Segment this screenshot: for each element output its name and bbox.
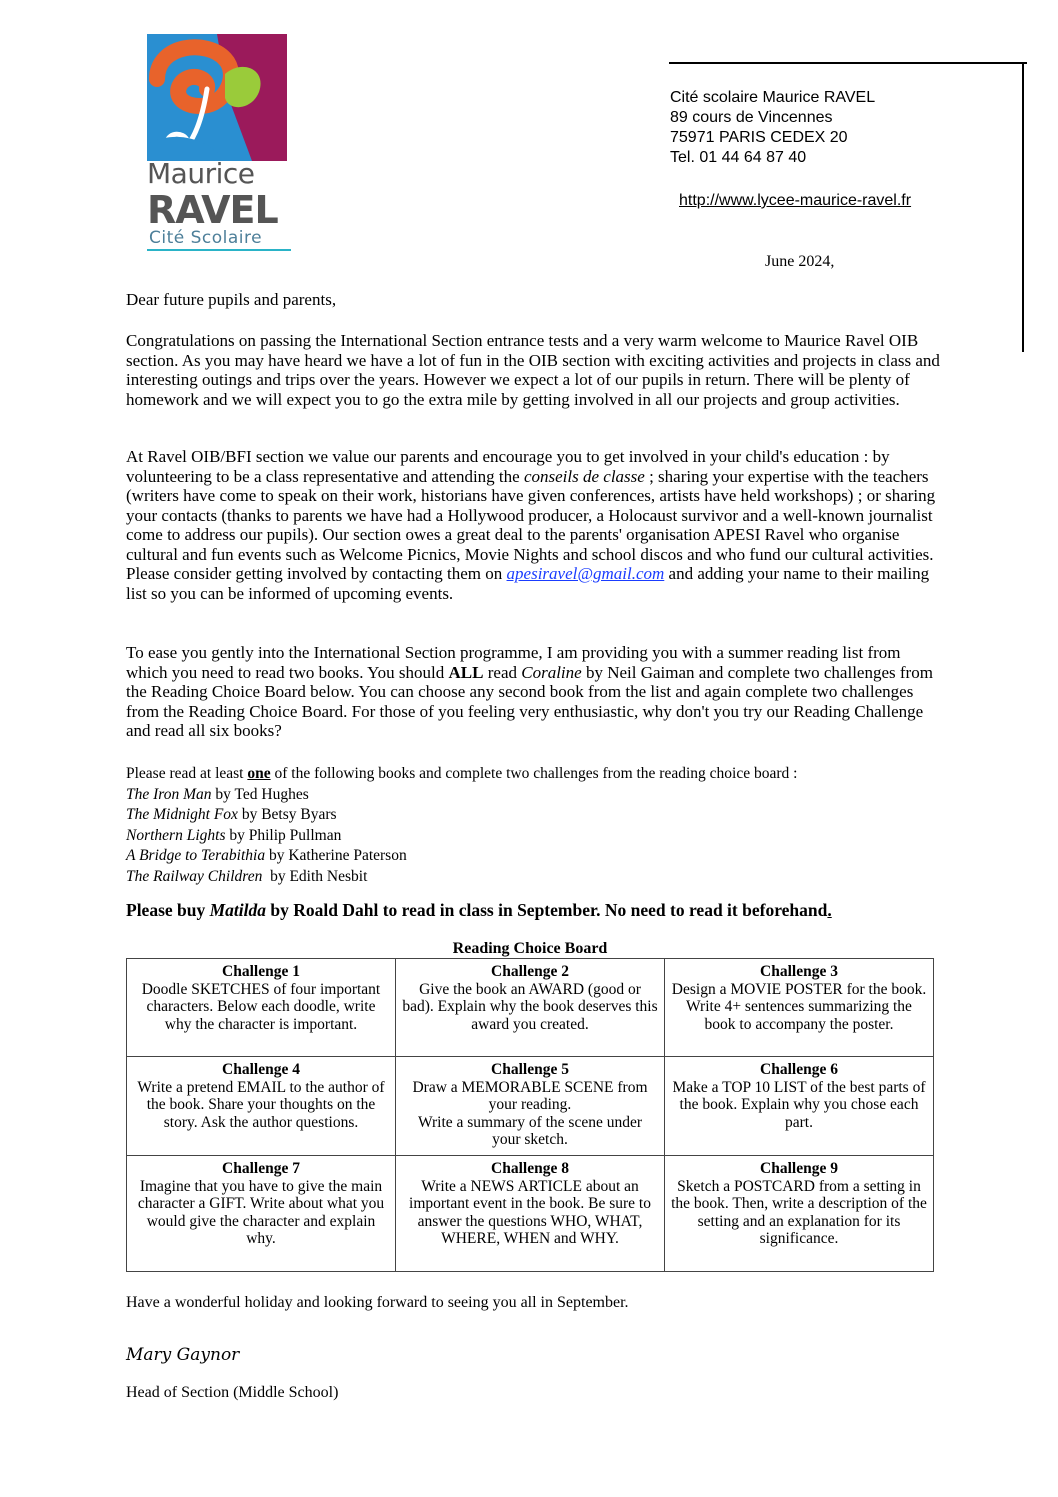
logo-name-first: Maurice (147, 157, 255, 190)
challenge-title: Challenge 6 (760, 1061, 838, 1078)
book-author: by Katherine Paterson (265, 847, 407, 864)
book-list-intro (126, 764, 946, 785)
text-run-italic: conseils de classe (523, 466, 645, 486)
signature: Mary Gaynor (126, 1345, 240, 1365)
frame-right-line (1022, 62, 1024, 352)
frame-top-line (669, 62, 1027, 64)
book-author: by Philip Pullman (225, 826, 342, 844)
matilda-notice (126, 900, 832, 921)
book-title: The Midnight Fox (126, 806, 238, 823)
challenge-text: Write a NEWS ARTICLE about an important event in the book. Be sure to answer the questions WHO, WHAT, WHERE, WHEN and WHY. (409, 1177, 651, 1247)
challenge-text: Sketch a POSTCARD from a setting in the book. Then, write a description of the setting and an explanation for its significance. (671, 1177, 927, 1247)
text-run: by Roald Dahl to read in class in September. No need to read it beforehand (266, 900, 828, 920)
list-item (126, 805, 946, 826)
text-run-bold: ALL (448, 662, 484, 682)
challenge-title: Challenge 9 (760, 1160, 838, 1177)
challenge-cell (396, 1057, 665, 1156)
text-run: read (483, 662, 522, 682)
challenge-title: Challenge 1 (222, 963, 300, 980)
book-author: by Edith Nesbit (262, 867, 368, 885)
book-author: by Ted Hughes (211, 785, 309, 803)
text-run: Please buy (126, 900, 210, 920)
book-author: by Betsy Byars (237, 806, 337, 823)
challenge-text: Doodle SKETCHES of four important characters. Below each doodle, write why the character is important. (141, 980, 381, 1033)
address-line: Cité scolaire Maurice RAVEL (670, 89, 876, 106)
paragraph-welcome: Congratulations on passing the International Section entrance tests and a very warm welcome to Maurice Ravel OIB section. As you may have heard we have a lot of fun in the OIB section with exciting activities and projects in class and interesting outings and trips over the years. However we expect a lot of our pupils in return. There will be plenty of homework and we will expect you to go the extra mile by getting involved in all our projects and group activities. (126, 331, 940, 409)
table-row (127, 1156, 934, 1272)
reading-choice-board (126, 958, 934, 1272)
letter-date: June 2024, (765, 253, 835, 270)
email-link[interactable]: apesiravel@gmail.com (506, 564, 665, 583)
challenge-cell (127, 959, 396, 1057)
challenge-text: Imagine that you have to give the main character a GIFT. Write about what you would give the character and explain why. (137, 1177, 385, 1247)
address-phone: Tel. 01 44 64 87 40 (670, 149, 807, 166)
signatory-role: Head of Section (Middle School) (126, 1384, 339, 1401)
challenge-cell (127, 1156, 396, 1272)
logo-emblem-icon (147, 34, 287, 161)
challenge-title: Challenge 3 (760, 963, 838, 980)
address-line: 89 cours de Vincennes (670, 109, 833, 126)
challenge-title: Challenge 4 (222, 1061, 300, 1078)
text-run: by Neil Gaiman and complete two challenges from the Reading Choice Board below. You can choose any second book from the list and again complete two challenges from the Reading Choice Board. For those of you feeling very enthusiastic, why don't you try our Reading Challenge and read all six books? (126, 662, 933, 740)
logo-underline (147, 249, 291, 251)
text-run: Please read at least (126, 765, 248, 782)
logo-subtitle: Cité Scolaire (149, 228, 263, 248)
challenge-text: Make a TOP 10 LIST of the best parts of the book. Explain why you chose each part. (672, 1078, 926, 1131)
challenge-cell (665, 1156, 934, 1272)
text-run: At Ravel OIB/BFI section we value our parents and encourage you to get involved in your child's education : by volunteering to be a class representative and attending the (126, 447, 890, 486)
paragraph-reading (126, 643, 946, 741)
challenge-title: Challenge 8 (491, 1160, 569, 1177)
challenge-text: Draw a MEMORABLE SCENE from your reading. (412, 1078, 648, 1113)
paragraph-parents (126, 447, 946, 603)
challenge-title: Challenge 5 (491, 1061, 569, 1078)
book-title: The Iron Man (126, 785, 212, 803)
book-title: The Railway Children (126, 867, 263, 885)
list-item (126, 846, 946, 867)
challenge-text: Design a MOVIE POSTER for the book. Write 4+ sentences summarizing the book to accompany the poster. (671, 980, 927, 1033)
list-item (126, 785, 946, 806)
text-run-bold: one (247, 765, 271, 782)
website-link[interactable]: http://www.lycee-maurice-ravel.fr (679, 192, 912, 209)
list-item (126, 867, 946, 888)
book-list (126, 764, 946, 887)
challenge-cell (665, 959, 934, 1057)
salutation: Dear future pupils and parents, (126, 290, 337, 309)
text-run: . (827, 900, 832, 920)
text-run: of the following books and complete two challenges from the reading choice board : (270, 765, 798, 782)
text-run-italic: Matilda (209, 900, 267, 920)
address-line: 75971 PARIS CEDEX 20 (670, 129, 848, 146)
text-run-italic: Coraline (521, 662, 582, 682)
challenge-cell (665, 1057, 934, 1156)
board-title: Reading Choice Board (452, 940, 608, 957)
logo-name-last: RAVEL (147, 188, 278, 232)
challenge-cell (396, 1156, 665, 1272)
text-run: and adding your name to their mailing list so you can be informed of upcoming events. (126, 564, 930, 603)
book-title: Northern Lights (126, 826, 226, 844)
list-item (126, 826, 946, 847)
table-row (127, 959, 934, 1057)
text-run: To ease you gently into the International Section programme, I am providing you with a summer reading list from which you need to read two books. You should (126, 643, 901, 682)
challenge-text: Write a pretend EMAIL to the author of the book. Share your thoughts on the story. Ask the author questions. (137, 1078, 385, 1131)
challenge-title: Challenge 2 (491, 963, 569, 980)
challenge-text: Write a summary of the scene under your sketch. (417, 1113, 643, 1148)
book-title: A Bridge to Terabithia (126, 847, 266, 864)
table-row (127, 1057, 934, 1156)
challenge-cell (396, 959, 665, 1057)
closing-line: Have a wonderful holiday and looking forward to seeing you all in September. (126, 1294, 629, 1311)
school-address (670, 88, 875, 168)
text-run: ; sharing your expertise with the teachers (writers have come to speak on their work, historians have given conferences, artists have held workshops) ; or sharing your contacts (thanks to parents we have had a Hollywood producer, a Holocaust survivor and a well-known journalist come to address our pupils). Our section owes a great deal to the parents' organisation APESI Ravel who organise cultural and fun events such as Welcome Picnics, Movie Nights and school discos and who fund our cultural activities. Please consider getting involved by contacting them on (126, 466, 936, 583)
challenge-text: Give the book an AWARD (good or bad). Explain why the book deserves this award you created. (402, 980, 658, 1033)
school-logo (127, 18, 313, 270)
challenge-title: Challenge 7 (222, 1160, 300, 1177)
challenge-cell (127, 1057, 396, 1156)
